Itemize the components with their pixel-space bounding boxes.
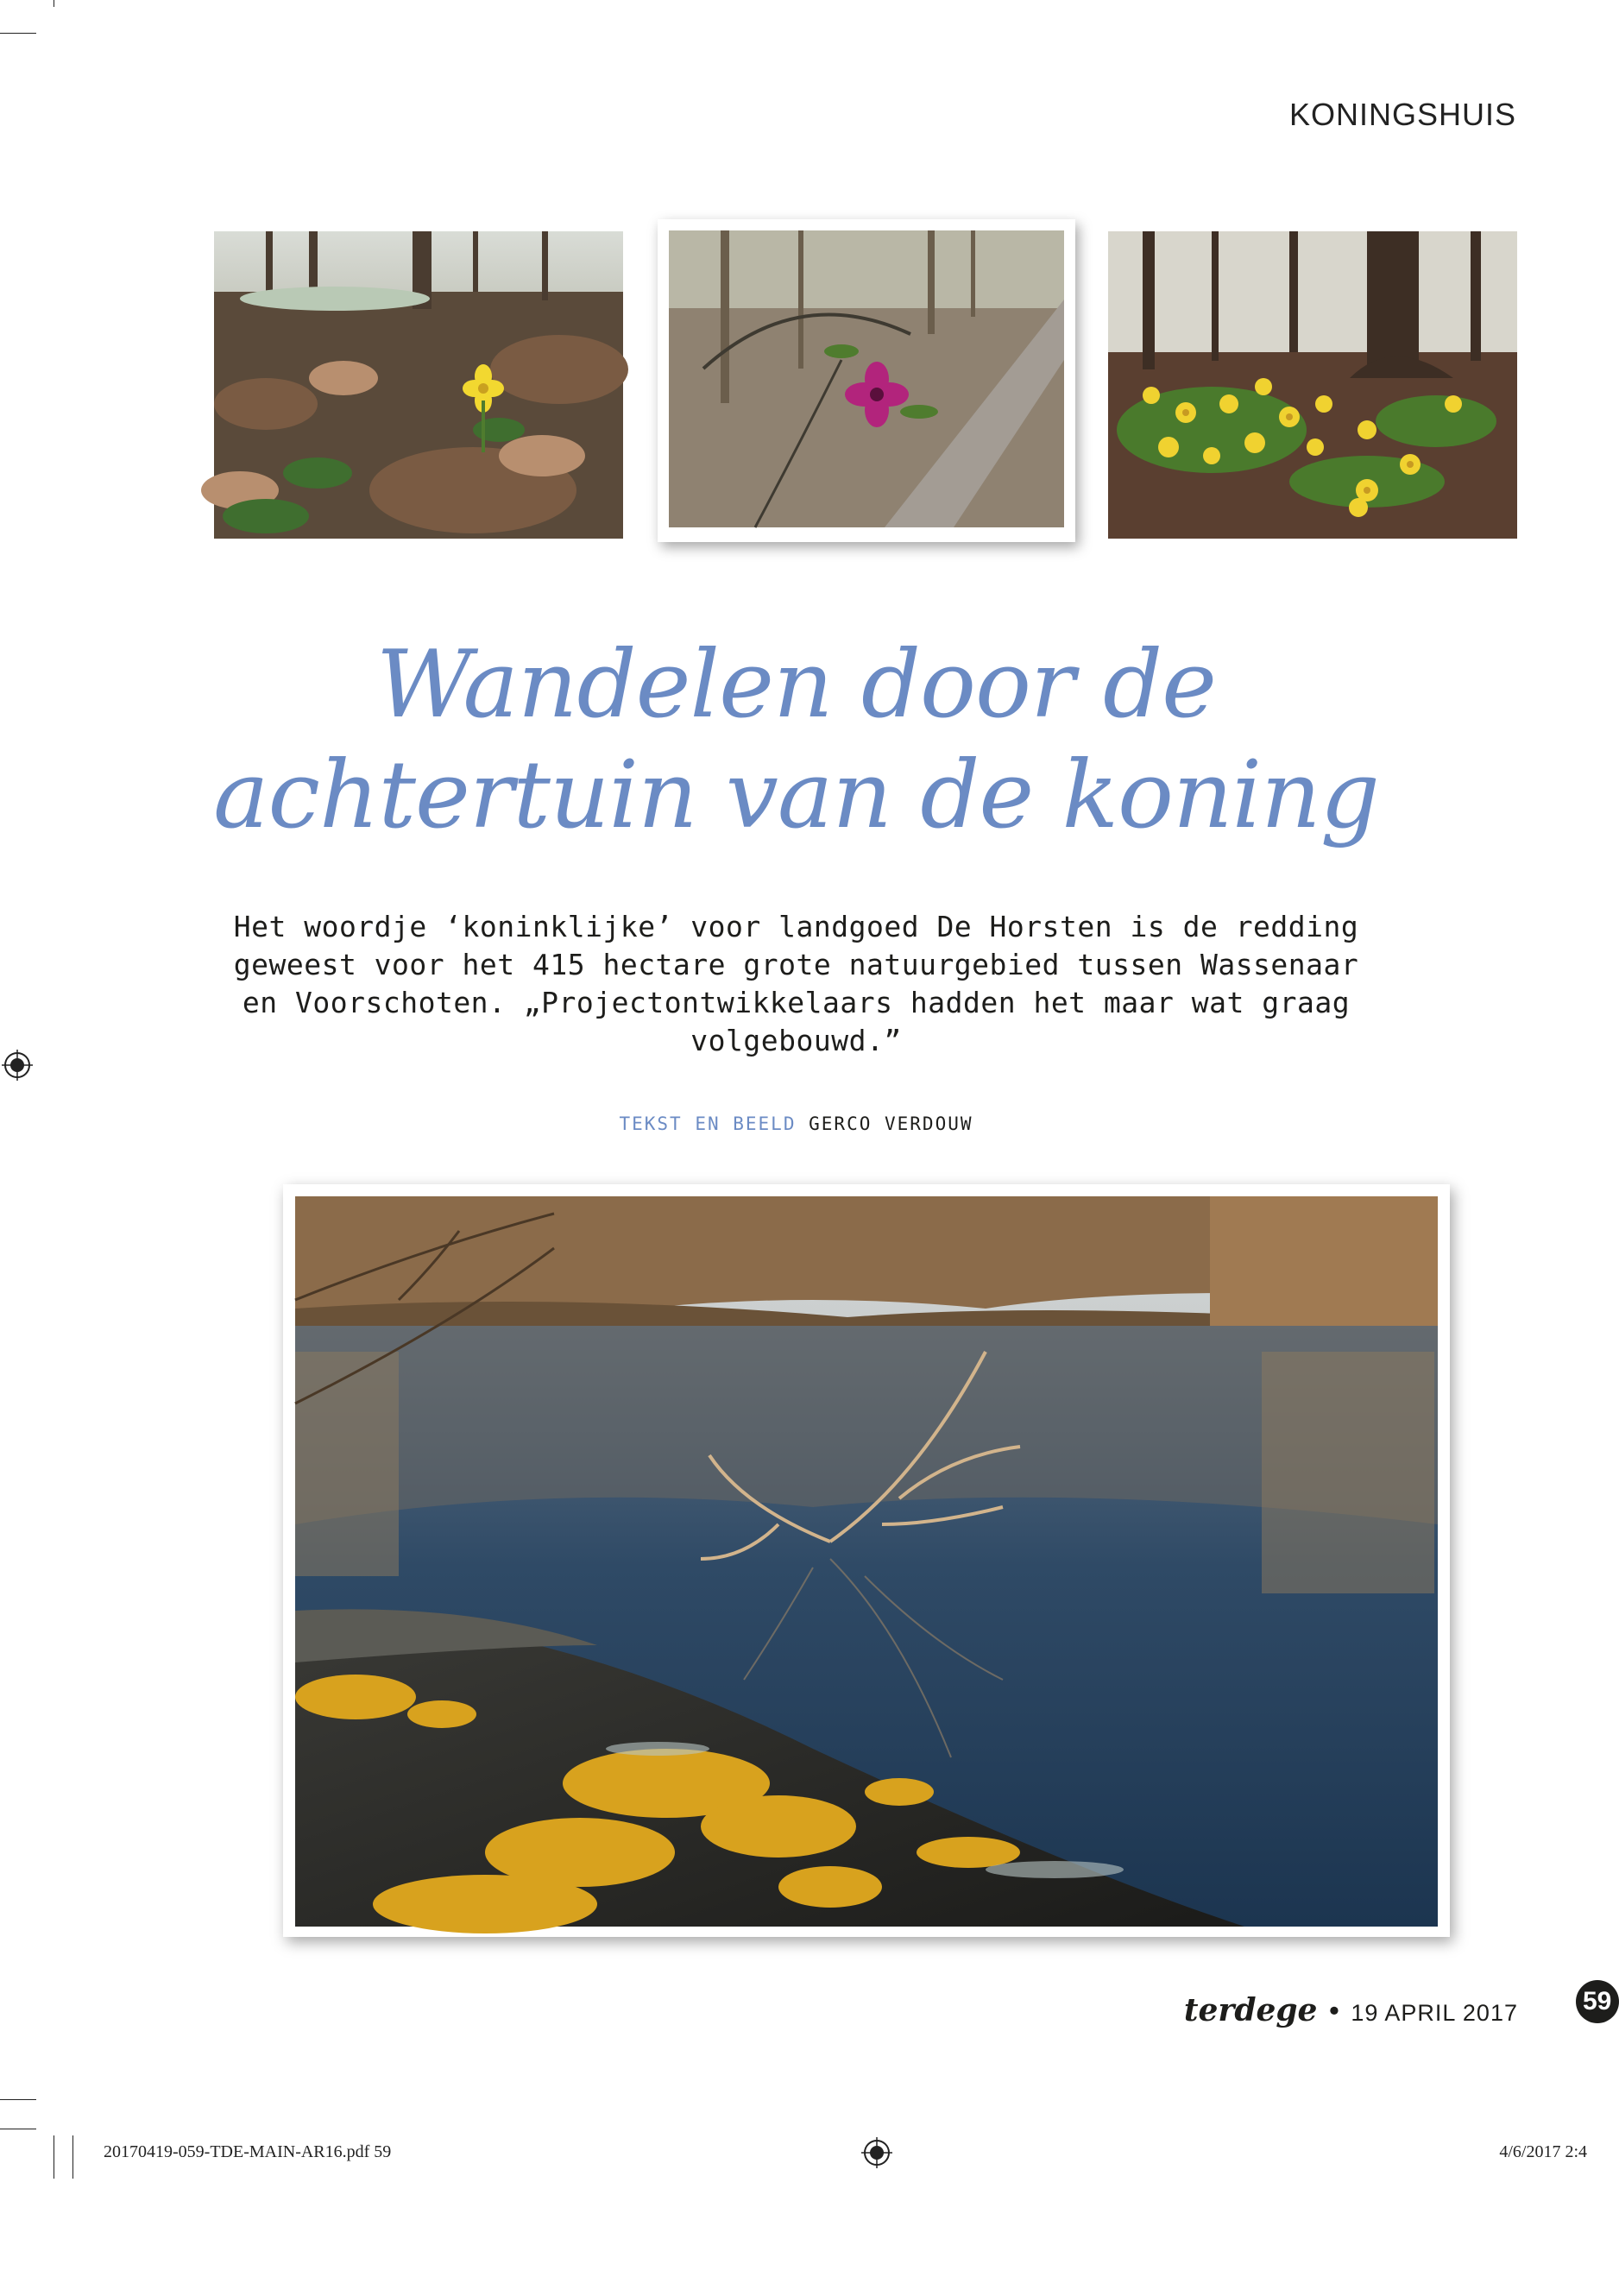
page-number: 59 — [1576, 1980, 1619, 2023]
photo-yellow-flower — [214, 231, 623, 539]
photo-purple-blossom — [669, 230, 1064, 527]
intro-paragraph: Het woordje ‘koninklijke’ voor landgoed De Horsten is de redding geweest voor het 415 hectare grote natuurgebied tussen Wassenaar en Voorschoten. „Projectontwikkelaars hadden het maar wat graag volgebouwd.” — [233, 910, 1359, 1057]
issue-date: 19 APRIL 2017 — [1351, 2000, 1518, 2026]
print-slug-file: 20170419-059-TDE-MAIN-AR16.pdf 59 — [104, 2142, 392, 2161]
photo-frame — [658, 219, 1075, 542]
headline-line-1: Wandelen door de — [375, 631, 1217, 739]
crop-mark — [72, 2135, 73, 2179]
registration-mark-icon — [2, 1050, 33, 1081]
folio — [1184, 1992, 1518, 2028]
byline-author: GERCO VERDOUW — [809, 1113, 973, 1134]
registration-mark-icon — [861, 2137, 892, 2168]
headline — [0, 630, 1592, 851]
byline-label: TEKST EN BEELD — [619, 1113, 797, 1134]
crop-mark — [0, 2099, 36, 2100]
photo-frame — [283, 1184, 1450, 1937]
photo-daffodils — [1108, 231, 1517, 539]
folio-separator: • — [1326, 1995, 1343, 2028]
photo-lake — [295, 1196, 1438, 1927]
magazine-logo: terdege — [1183, 1992, 1318, 2028]
section-label: KONINGSHUIS — [1288, 97, 1516, 132]
headline-line-2: achtertuin van de koning — [213, 741, 1379, 849]
crop-mark — [0, 33, 36, 34]
byline — [0, 1113, 1592, 1134]
print-slug-date: 4/6/2017 2:4 — [1499, 2142, 1587, 2161]
